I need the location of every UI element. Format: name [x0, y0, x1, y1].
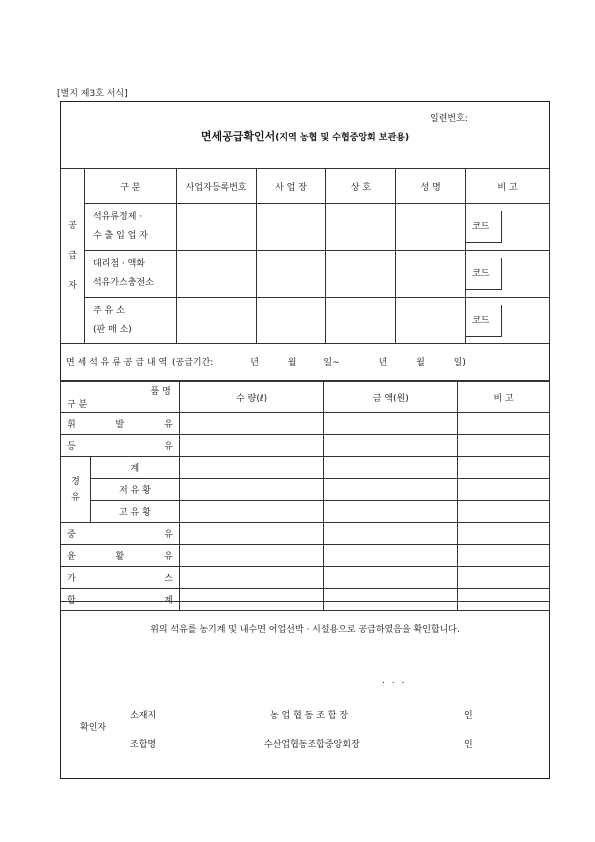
label-char: 유: [164, 420, 173, 430]
union-value: 수산업협동조합중앙회장: [264, 740, 360, 750]
diesel-group-label: [61, 457, 91, 523]
form-title: [60, 128, 550, 144]
quantity-cell[interactable]: [179, 501, 324, 523]
supplier-row-gas-station: [61, 298, 550, 344]
label-char: 윤: [67, 552, 76, 562]
label-char: 스: [164, 574, 173, 584]
supplier-group-label: [61, 169, 85, 344]
label-char: 유: [164, 552, 173, 562]
header-business-reg-no: 사업자등록번호: [176, 169, 256, 204]
fuel-row-gas: [61, 567, 550, 589]
quantity-cell[interactable]: [179, 479, 324, 501]
label-char: 유: [164, 442, 173, 452]
row-label-line1: 대리점 · 액화: [92, 259, 146, 269]
amount-cell[interactable]: [324, 501, 458, 523]
label-char: 발: [115, 420, 125, 430]
trade-name-cell[interactable]: [326, 204, 396, 251]
group-char-2: 급: [68, 251, 77, 261]
header-name: 성 명: [396, 169, 466, 204]
header-fuel-remarks: 비 고: [458, 382, 550, 413]
label-char: 중: [67, 530, 76, 540]
row-label: [84, 204, 176, 251]
header-category: 구 분: [84, 169, 176, 204]
supplier-row-agency: [61, 251, 550, 298]
amount-cell[interactable]: [324, 479, 458, 501]
fuel-row-heavy-oil: [61, 523, 550, 545]
row-label-line2: 석유가스충전소: [92, 278, 154, 288]
row-label-line2: (판 매 소): [92, 324, 132, 335]
label-char: 등: [67, 442, 76, 452]
group-char-1: 공: [68, 221, 77, 231]
quantity-cell[interactable]: [179, 523, 324, 545]
union-label: 조합명: [130, 740, 157, 750]
fuel-table: [60, 381, 550, 611]
label-char: 계: [164, 596, 173, 606]
diesel-sub-label: 저 유 황: [90, 479, 179, 501]
supply-period-prefix: (공급기간:: [172, 358, 214, 368]
fuel-label: [61, 545, 180, 567]
reg-no-cell[interactable]: [176, 204, 256, 251]
period-month-2: 월: [416, 358, 425, 368]
supplier-row-refiner: [61, 204, 550, 251]
fuel-label: [61, 413, 180, 435]
seal-mark[interactable]: 인: [464, 740, 473, 750]
period-year-2: 년: [378, 358, 388, 368]
header-quantity: 수 량(ℓ): [179, 382, 324, 413]
date-dots[interactable]: . . .: [382, 676, 407, 686]
quantity-cell[interactable]: [179, 413, 324, 435]
header-remarks: 비 고: [466, 169, 550, 204]
quantity-cell[interactable]: [179, 545, 324, 567]
remarks-cell[interactable]: [458, 545, 550, 567]
amount-cell[interactable]: [324, 435, 458, 457]
fuel-row-diesel-high-sulfur: [61, 501, 550, 523]
header-amount: 금 액(원): [324, 382, 458, 413]
remarks-cell: [466, 251, 550, 298]
row-label-line2: 수 출 입 업 자: [92, 231, 148, 241]
code-box[interactable]: 코드: [466, 211, 502, 243]
amount-cell[interactable]: [324, 413, 458, 435]
trade-name-cell[interactable]: [326, 251, 396, 298]
row-label-line1: 석유류정제 ·: [92, 212, 143, 222]
group-char: 유: [71, 492, 80, 503]
label-char: 합: [67, 596, 76, 606]
fuel-header-row: [61, 382, 550, 413]
title-sub: (지역 농협 및 수협중앙회 보관용): [275, 133, 410, 143]
reg-no-cell[interactable]: [176, 298, 256, 344]
location-value: 농 업 협 동 조 합 장: [270, 711, 349, 721]
remarks-cell[interactable]: [458, 567, 550, 589]
supply-history-label: 면 세 석 유 류 공 급 내 역: [66, 358, 168, 368]
code-box[interactable]: 코드: [466, 258, 502, 290]
diesel-sub-label: 계: [90, 457, 179, 479]
fuel-label: [61, 523, 180, 545]
group-char: 경: [71, 476, 80, 487]
remarks-cell[interactable]: [458, 413, 550, 435]
fuel-row-lubricant: [61, 545, 550, 567]
period-year-1: 년: [250, 358, 259, 368]
form-number-tag: [별지 제3호 서식]: [57, 89, 128, 99]
title-main: 면세공급확인서: [200, 130, 276, 143]
amount-cell[interactable]: [324, 457, 458, 479]
location-label: 소재지: [130, 711, 157, 721]
remarks-cell[interactable]: [458, 479, 550, 501]
amount-cell[interactable]: [324, 567, 458, 589]
corner-bottom-label: 구 분: [67, 400, 88, 410]
quantity-cell[interactable]: [179, 435, 324, 457]
diesel-sub-label: 고 유 황: [90, 501, 179, 523]
header-trade-name: 상 호: [326, 169, 396, 204]
remarks-cell[interactable]: [458, 501, 550, 523]
confirmation-statement: 위의 석유를 농기계 및 내수면 어업선박 · 시설용으로 공급하였음을 확인합니다.: [150, 625, 460, 635]
supply-history-row: [60, 343, 550, 381]
quantity-cell[interactable]: [179, 567, 324, 589]
amount-cell[interactable]: [324, 545, 458, 567]
label-char: 활: [115, 552, 125, 562]
amount-cell[interactable]: [324, 523, 458, 545]
row-label: [84, 251, 176, 298]
row-label: [84, 298, 176, 344]
seal-mark[interactable]: 인: [464, 711, 473, 721]
code-box[interactable]: 코드: [466, 305, 502, 337]
name-cell[interactable]: [396, 298, 466, 344]
label-char: 가: [67, 574, 76, 584]
label-char: 휘: [67, 420, 76, 430]
name-cell[interactable]: [396, 204, 466, 251]
business-place-cell[interactable]: [256, 251, 326, 298]
period-month-1: 월: [287, 358, 297, 368]
fuel-label: [61, 435, 180, 457]
remarks-cell[interactable]: [458, 435, 550, 457]
remarks-cell: [466, 204, 550, 251]
group-char-3: 자: [68, 281, 77, 291]
corner-top-label: 품 명: [150, 387, 171, 397]
business-place-cell[interactable]: [256, 204, 326, 251]
serial-number-label: 일련번호:: [430, 114, 468, 124]
header-business-place: 사 업 장: [256, 169, 326, 204]
period-day-2: 일): [453, 358, 466, 368]
business-place-cell[interactable]: [256, 298, 326, 344]
confirmation-section: [60, 601, 550, 779]
reg-no-cell[interactable]: [176, 251, 256, 298]
remarks-cell[interactable]: [458, 523, 550, 545]
fuel-row-diesel-total: [61, 457, 550, 479]
row-label-line1: 주 유 소: [92, 305, 125, 316]
confirmer-label: 확인자: [80, 723, 107, 733]
name-cell[interactable]: [396, 251, 466, 298]
label-char: 유: [164, 530, 173, 540]
period-day-1: 일~: [323, 358, 340, 368]
quantity-cell[interactable]: [179, 457, 324, 479]
fuel-row-diesel-low-sulfur: [61, 479, 550, 501]
trade-name-cell[interactable]: [326, 298, 396, 344]
corner-cell: [61, 382, 180, 413]
fuel-row-kerosene: [61, 435, 550, 457]
remarks-cell: [466, 298, 550, 344]
remarks-cell[interactable]: [458, 457, 550, 479]
supplier-table: [60, 168, 550, 344]
fuel-row-gasoline: [61, 413, 550, 435]
fuel-label: [61, 567, 180, 589]
